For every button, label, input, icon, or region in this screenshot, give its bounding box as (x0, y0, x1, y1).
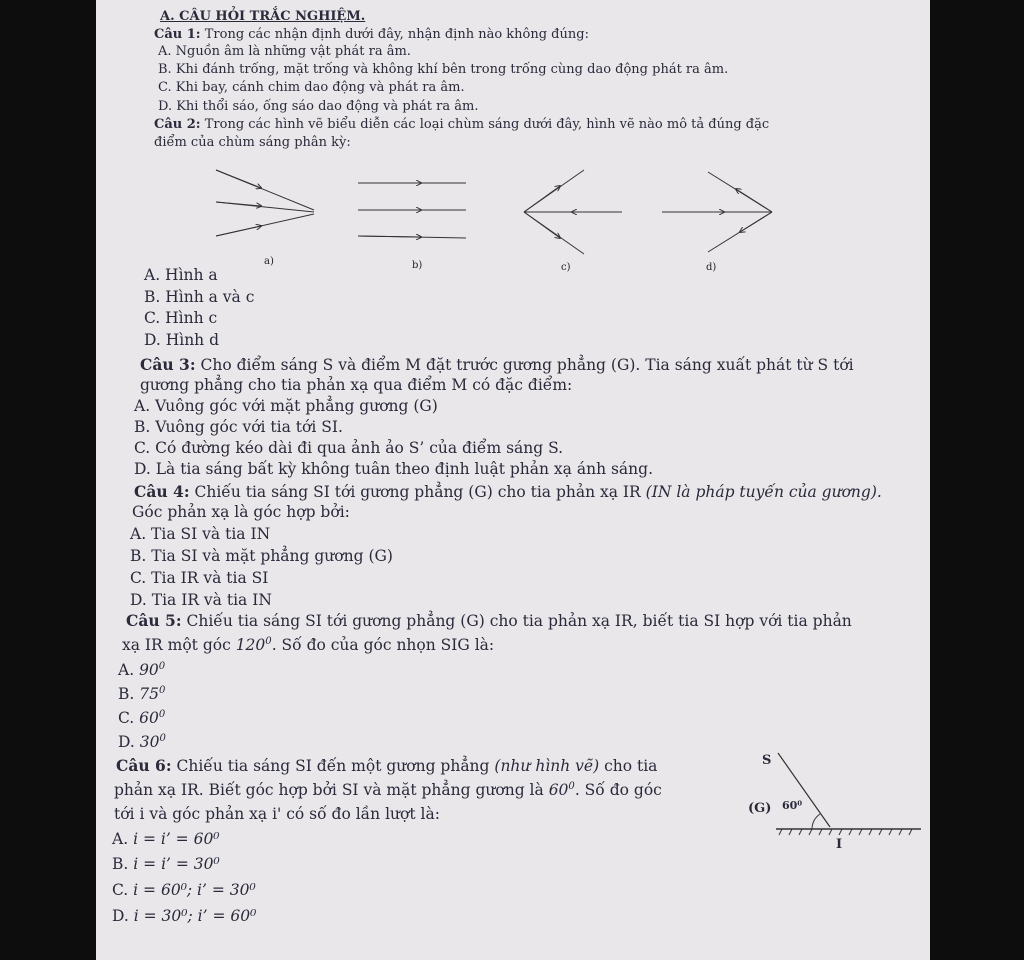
question-4-option-c: C. Tia IR và tia SI (130, 569, 269, 587)
question-3-option-b: B. Vuông góc với tia tới SI. (134, 418, 343, 436)
figure-b-parallel-beam (358, 183, 466, 238)
question-6-stem-line3: tới i và góc phản xạ i' có số đo lần lượt là: (114, 805, 440, 823)
figure-d-label: d) (706, 262, 717, 273)
question-6-stem-line2: phản xạ IR. Biết góc hợp bởi SI và mặt phẳng gương là $60^0$. Số đo góc (114, 781, 662, 800)
question-2-stem-line1: Câu 2: Trong các hình vẽ biểu diễn các loại chùm sáng dưới đây, hình vẽ nào mô tả đúng đặc (154, 117, 770, 132)
question-3-option-d: D. Là tia sáng bất kỳ không tuân theo định luật phản xạ ánh sáng. (134, 460, 654, 478)
question-2-option-c: C. Hình c (144, 309, 218, 327)
angle-60-label: 60⁰ (782, 799, 803, 812)
question-4-option-b: B. Tia SI và mặt phẳng gương (G) (130, 547, 393, 565)
light-beam-figures (96, 0, 930, 290)
question-2-option-b: B. Hình a và c (144, 288, 255, 306)
point-i-label: I (836, 837, 843, 852)
figure-c-divergent-beam (524, 170, 622, 254)
question-3-stem-line1: Câu 3: Cho điểm sáng S và điểm M đặt trước gương phẳng (G). Tia sáng xuất phát từ S tới (140, 355, 854, 374)
question-5-option-b: B. $75^0$ (118, 685, 166, 704)
point-s-label: S (762, 753, 772, 768)
question-5-stem-line2: xạ IR một góc $120^0$. Số đo của góc nhọn SIG là: (122, 636, 495, 655)
question-2-option-d: D. Hình d (144, 331, 220, 349)
question-1-stem: Câu 1: Trong các nhận định dưới đây, nhận định nào không đúng: (154, 27, 589, 42)
question-4-stem-line2: Góc phản xạ là góc hợp bởi: (132, 503, 350, 521)
figure-b-label: b) (412, 260, 423, 271)
question-6-option-a: A. i = i’ = 60⁰ (112, 830, 220, 848)
question-5-option-c: C. $60^0$ (118, 709, 166, 728)
question-3-option-c: C. Có đường kéo dài đi qua ảnh ảo S’ của điểm sáng S. (134, 439, 564, 457)
question-1-option-d: D. Khi thổi sáo, ống sáo dao động và phát ra âm. (158, 99, 479, 114)
question-1-option-c: C. Khi bay, cánh chim dao động và phát ra âm. (158, 80, 465, 95)
figure-d-beam (662, 172, 772, 252)
mirror-diagram (716, 745, 926, 855)
question-4-stem-line1: Câu 4: Chiếu tia sáng SI tới gương phẳng (G) cho tia phản xạ IR (IN là pháp tuyến của gương). (134, 482, 882, 501)
question-6-option-b: B. i = i’ = 30⁰ (112, 855, 220, 873)
question-1-option-a: A. Nguồn âm là những vật phát ra âm. (158, 44, 411, 59)
mirror-g-label: (G) (748, 801, 772, 816)
question-5-stem-line1: Câu 5: Chiếu tia sáng SI tới gương phẳng (G) cho tia phản xạ IR, biết tia SI hợp với tia phản (126, 611, 852, 630)
section-title: A. CÂU HỎI TRẮC NGHIỆM. (160, 9, 366, 24)
question-4-option-a: A. Tia SI và tia IN (130, 525, 271, 543)
question-2-stem-line2: điểm của chùm sáng phân kỳ: (154, 135, 351, 150)
question-3-option-a: A. Vuông góc với mặt phẳng gương (G) (134, 397, 438, 415)
question-6-option-c: C. i = 60⁰; i’ = 30⁰ (112, 881, 256, 899)
question-5-option-d: D. $30^0$ (118, 733, 166, 752)
figure-a-label: a) (264, 256, 274, 267)
figure-c-label: c) (561, 262, 571, 273)
figure-a-converging-beam (216, 170, 314, 236)
question-3-stem-line2: gương phẳng cho tia phản xạ qua điểm M có đặc điểm: (140, 376, 573, 394)
question-6-option-d: D. i = 30⁰; i’ = 60⁰ (112, 907, 257, 925)
question-4-option-d: D. Tia IR và tia IN (130, 591, 272, 609)
worksheet-paper (96, 0, 930, 960)
question-1-option-b: B. Khi đánh trống, mặt trống và không khí bên trong trống cùng dao động phát ra âm. (158, 62, 729, 77)
question-6-stem-line1: Câu 6: Chiếu tia sáng SI đến một gương phẳng (như hình vẽ) cho tia (116, 756, 658, 775)
question-2-option-a: A. Hình a (144, 266, 218, 284)
question-5-option-a: A. $90^0$ (118, 661, 166, 680)
